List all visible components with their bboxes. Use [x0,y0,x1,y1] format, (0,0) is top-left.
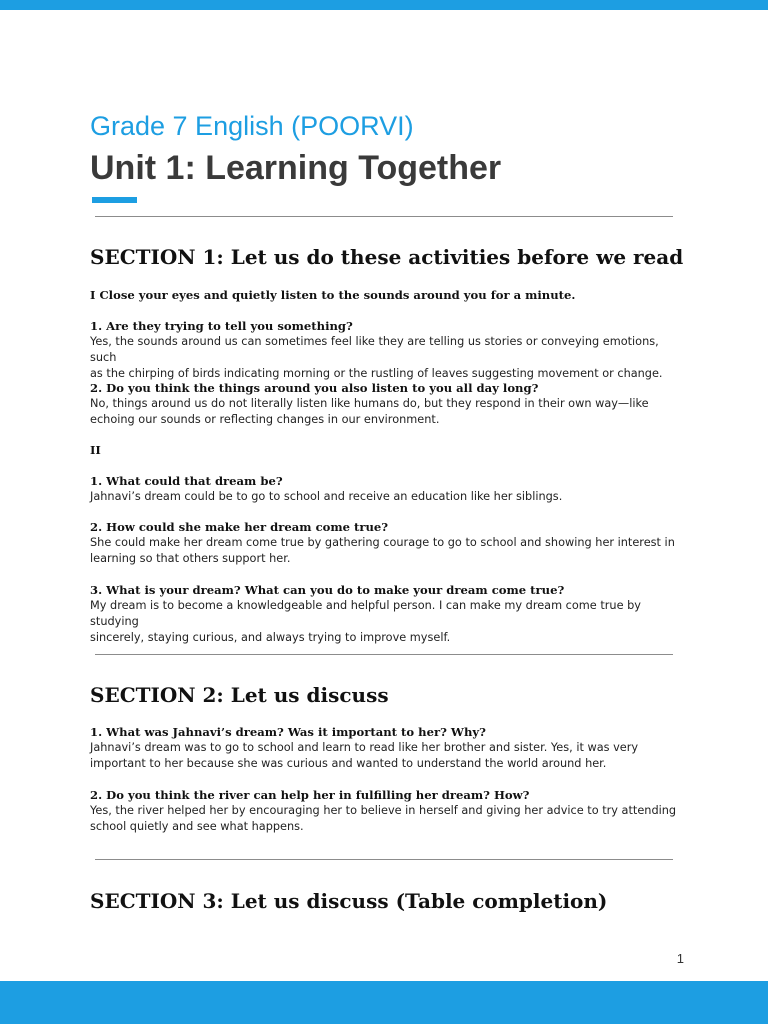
answer [90,396,682,428]
answer [90,489,682,505]
divider [95,216,673,217]
answer-line: sincerely, staying curious, and always trying to improve myself. [90,631,451,644]
part-2-label: II [90,443,101,457]
qa-item [90,473,682,505]
section-2-title: SECTION 2: Let us discuss [90,683,389,707]
answer-line: My dream is to become a knowledgeable and helpful person. I can make my dream come true by studying [90,599,641,628]
title-accent-underline [92,197,137,203]
question: 2. Do you think the things around you also listen to you all day long? [90,381,539,395]
section-1-title: SECTION 1: Let us do these activities before we read [90,245,684,269]
qa-item [90,318,682,382]
answer [90,803,682,835]
answer-line: Yes, the sounds around us can sometimes feel like they are telling us stories or conveying emotions, such [90,335,659,364]
section-1-instruction: I Close your eyes and quietly listen to the sounds around you for a minute. [90,288,576,302]
answer-line: echoing our sounds or reflecting changes in our environment. [90,413,440,426]
bottom-accent-bar [0,981,768,1024]
unit-title: Unit 1: Learning Together [90,149,502,187]
divider [95,654,673,655]
top-accent-bar [0,0,768,10]
answer [90,740,682,772]
question: 1. Are they trying to tell you something? [90,319,353,333]
qa-item [90,380,682,428]
section-3-title: SECTION 3: Let us discuss (Table completion) [90,889,608,913]
answer-line: Jahnavi’s dream was to go to school and learn to read like her brother and sister. Yes, it was very [90,741,639,754]
answer-line: as the chirping of birds indicating morning or the rustling of leaves suggesting movement or change. [90,367,663,380]
divider [95,859,673,860]
question: 2. Do you think the river can help her in fulfilling her dream? How? [90,788,530,802]
answer [90,535,682,567]
grade-title: Grade 7 English (POORVI) [90,111,414,141]
answer-line: Jahnavi’s dream could be to go to school and receive an education like her siblings. [90,490,563,503]
answer [90,334,682,382]
qa-item [90,519,682,567]
answer-line: Yes, the river helped her by encouraging her to believe in herself and giving her advice to try attending [90,804,677,817]
question: 1. What could that dream be? [90,474,283,488]
qa-item [90,724,682,772]
question: 3. What is your dream? What can you do to make your dream come true? [90,583,565,597]
answer-line: She could make her dream come true by gathering courage to go to school and showing her interest in [90,536,675,549]
question: 1. What was Jahnavi’s dream? Was it important to her? Why? [90,725,486,739]
qa-item [90,582,682,646]
question: 2. How could she make her dream come true? [90,520,389,534]
answer-line: learning so that others support her. [90,552,291,565]
answer-line: No, things around us do not literally listen like humans do, but they respond in their own way—like [90,397,649,410]
answer-line: school quietly and see what happens. [90,820,304,833]
page-number: 1 [676,951,684,966]
qa-item [90,787,682,835]
answer-line: important to her because she was curious and wanted to understand the world around her. [90,757,607,770]
answer [90,598,682,646]
